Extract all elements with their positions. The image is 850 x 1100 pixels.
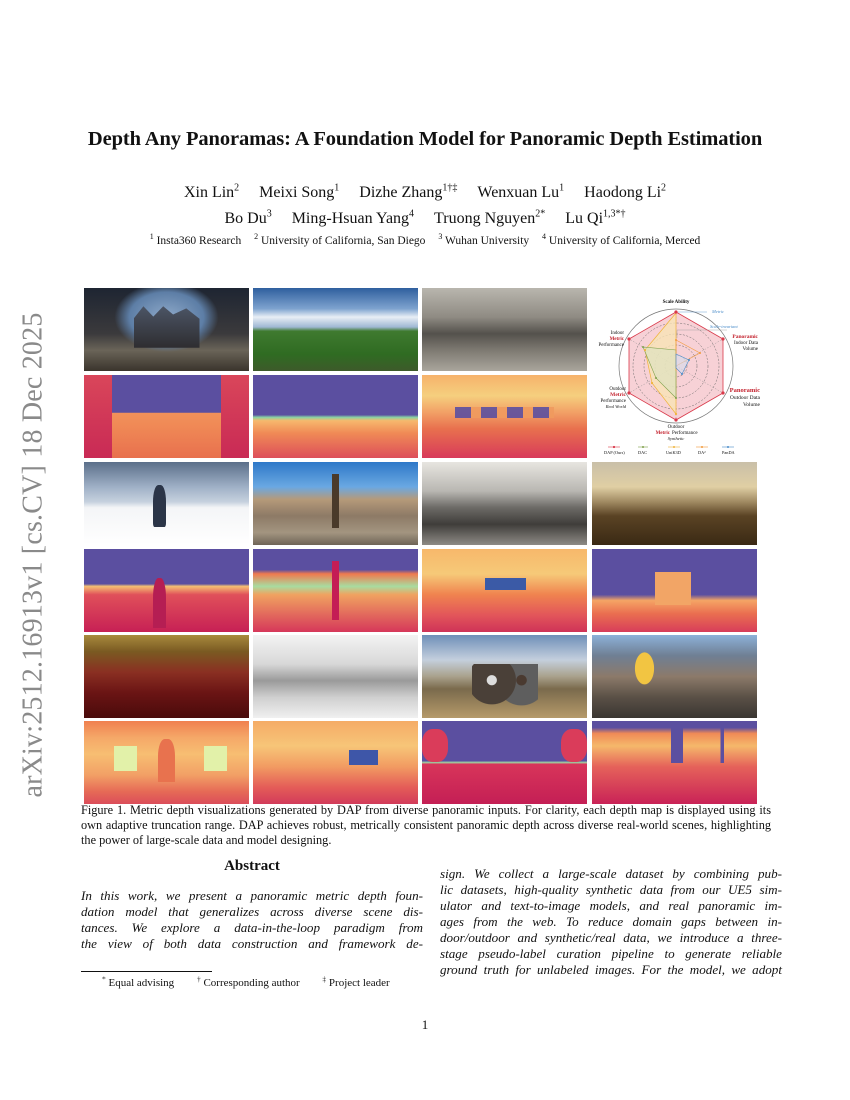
abstract-line: lic datasets, high-quality synthetic data from our UE5 sim- [440, 882, 782, 897]
footnote-project-leader: ‡ Project leader [322, 974, 390, 989]
depth-map-city-battle [592, 721, 757, 804]
panorama-rgb-castle [592, 462, 757, 545]
annotation-scale-invariant: Scale-invariant [710, 324, 738, 329]
radar-chart [592, 288, 760, 458]
abstract-text-right [440, 866, 782, 978]
panorama-rgb-office [422, 288, 587, 371]
depth-map-office [422, 375, 587, 458]
affiliation: $^1$ Insta360 Research [149, 232, 242, 247]
affiliations [0, 232, 850, 247]
axis-label-panoramic-indoor: Panoramic [732, 334, 758, 340]
panorama-rgb-palace-hall [84, 635, 249, 718]
abstract-text-left [81, 888, 423, 952]
legend-dac: DAC [638, 450, 648, 455]
annotation-metric: Metric [712, 309, 724, 314]
affiliation: $^2$ University of California, San Diego [254, 232, 426, 247]
depth-map-colosseum [253, 549, 418, 632]
abstract-column-right [440, 866, 782, 978]
author-list-row-2 [0, 210, 850, 228]
depth-map-night-street [84, 375, 249, 458]
panorama-rgb-press-conference [422, 462, 587, 545]
author: Xin Lin$^2$ [183, 182, 240, 201]
axis-label-indoor-performance: Performance [598, 343, 624, 348]
abstract-line: ground truth for unlabeled images. For the model, we adopt [440, 962, 782, 977]
figure-1-caption: Figure 1. Metric depth visualizations generated by DAP from diverse panoramic inputs. For clarity, each depth map is displayed using its own adaptive truncation range. DAP achieves robust, metrically consistent panoramic depth across diverse real-world scenes, highlighting the power of large-scale data and model designing. [81, 803, 771, 847]
depth-map-press-conference [422, 549, 587, 632]
axis-label-indoor: Indoor [610, 331, 624, 336]
abstract-line: the view of both data construction and framework de- [81, 936, 423, 951]
author: Ming-Hsuan Yang$^4$ [291, 208, 415, 227]
author: Wenxuan Lu$^1$ [477, 182, 565, 201]
depth-map-snowboarders [84, 549, 249, 632]
arxiv-stamp-text: arXiv:2512.16913v1 [cs.CV] 18 Dec 2025 [18, 312, 50, 798]
author: Lu $Qi^{1,3*\dagger}$ [565, 208, 626, 227]
abstract-line: tances. We explore a data-in-the-loop paradigm from [81, 920, 423, 935]
axis-label-scale-ability: Scale Ability [662, 300, 690, 305]
abstract-line: ulator and text-to-image models, and real panoramic im- [440, 898, 782, 913]
abstract-line: dation model that generalizes across diverse scene dis- [81, 904, 423, 919]
abstract-line: In this work, we present a panoramic metric depth foun- [81, 888, 423, 903]
legend-panda: PanDA [722, 450, 735, 455]
axis-label-outdoor-real-metric: Metric [610, 392, 626, 398]
page-number: 1 [421, 1017, 429, 1032]
axis-label-indoor-volume: Volume [742, 347, 758, 352]
axis-label-outdoor-synthetic: Outdoor [667, 425, 685, 430]
author: Bo Du$^3$ [224, 208, 272, 227]
panorama-rgb-two-men-road [422, 635, 587, 718]
depth-map-two-men-road [422, 721, 587, 804]
panorama-rgb-field-crosses [253, 288, 418, 371]
footnote-corresponding-author: † Corresponding author [196, 974, 300, 989]
abstract-line: door/outdoor and synthetic/real data, we introduce a three- [440, 930, 782, 945]
panorama-rgb-city-battle [592, 635, 757, 718]
radar-legend [604, 446, 736, 455]
footnotes [102, 974, 410, 989]
author-list-row-1 [0, 184, 850, 202]
affiliation: $^4$ University of California, Merced [542, 232, 701, 247]
depth-map-field-crosses [253, 375, 418, 458]
legend-unik3d: UniK3D [666, 450, 681, 455]
axis-label-outdoor-data: Outdoor Data [729, 395, 760, 401]
axis-label-indoor-metric: Metric [609, 337, 624, 342]
axis-label-real-world: Real World [605, 404, 626, 409]
depth-map-sketch-lobby [253, 721, 418, 804]
axis-label-synthetic: Synthetic [667, 436, 685, 441]
axis-label-outdoor-synthetic-performance: Performance [672, 431, 698, 436]
legend-da2: DA² [698, 450, 706, 455]
abstract-line: ages from the web. To reduce domain gaps between in- [440, 914, 782, 929]
legend-dap: DAP (Ours) [604, 450, 625, 455]
axis-label-panoramic-outdoor: Panoramic [729, 387, 760, 394]
panorama-rgb-colosseum [253, 462, 418, 545]
axis-label-outdoor-real: Outdoor [609, 387, 626, 392]
axis-label-outdoor-volume: Volume [742, 402, 760, 408]
axis-label-outdoor-synthetic-metric: Metric [655, 431, 670, 436]
paper-title: Depth Any Panoramas: A Foundation Model for Panoramic Depth Estimation [87, 128, 763, 150]
arxiv-identifier-stamp [12, 300, 56, 810]
footnote-equal-advising: * Equal advising [102, 974, 175, 989]
author: Dizhe Zhang$^{1\dagger\ddagger}$ [359, 182, 458, 201]
panorama-rgb-night-street [84, 288, 249, 371]
abstract-column-left [81, 858, 423, 952]
abstract-line: stage pseudo-label curation pipeline to generate reliable [440, 946, 782, 961]
depth-map-castle [592, 549, 757, 632]
axis-label-outdoor-real-performance: Performance [600, 399, 626, 404]
footnote-divider [81, 971, 212, 972]
depth-map-palace-hall [84, 721, 249, 804]
panorama-rgb-snowboarders [84, 462, 249, 545]
panorama-rgb-sketch-lobby [253, 635, 418, 718]
affiliation: $^3$ Wuhan University [438, 232, 530, 247]
author: Meixi Song$^1$ [259, 182, 340, 201]
axis-label-indoor-data: Indoor Data [733, 341, 758, 346]
author: Truong Nguyen$^{2*}$ [434, 208, 546, 227]
abstract-heading: Abstract [224, 858, 280, 874]
author: Haodong Li$^2$ [584, 182, 667, 201]
abstract-line: sign. We collect a large-scale dataset by combining pub- [440, 866, 782, 881]
